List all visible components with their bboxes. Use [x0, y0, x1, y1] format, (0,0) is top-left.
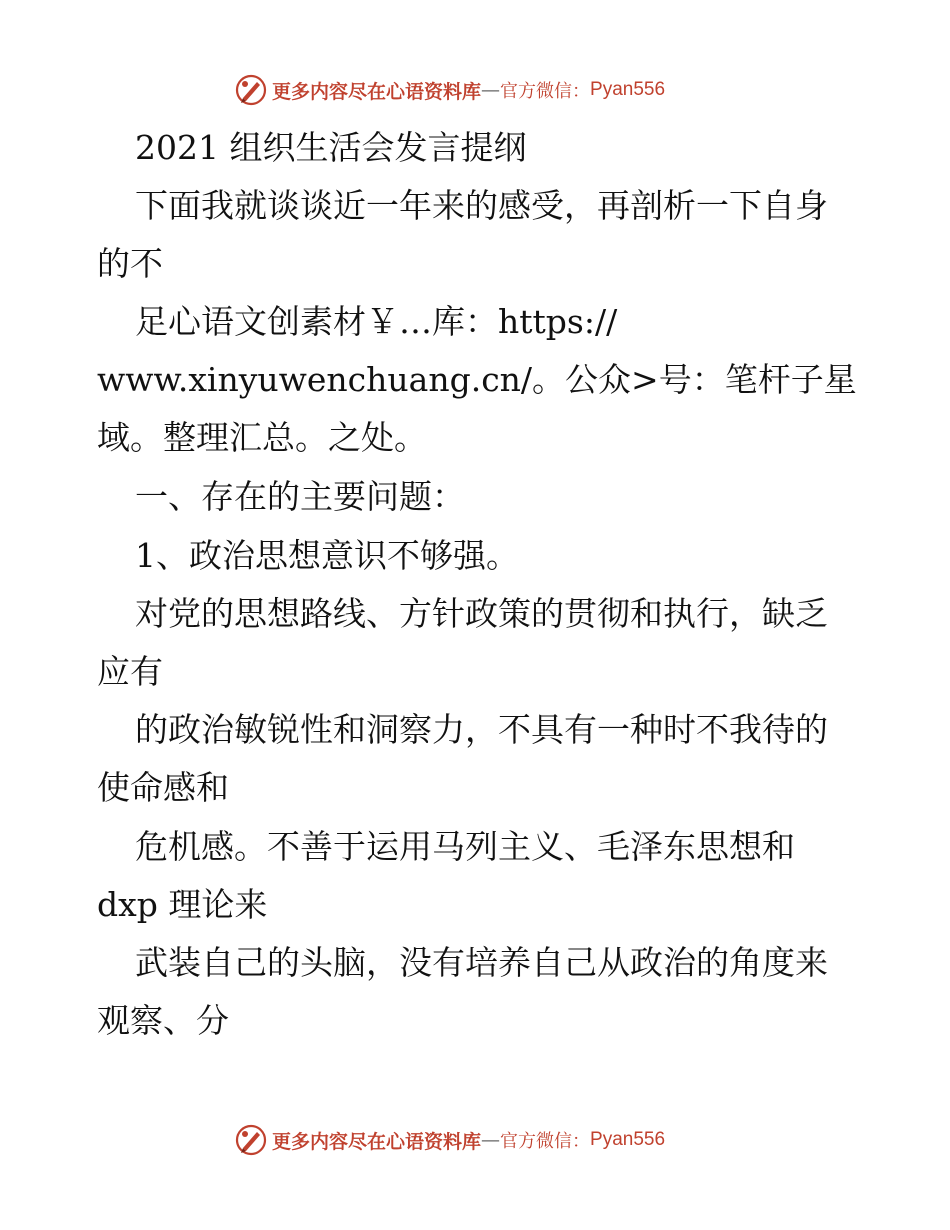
paragraph-1-line-1: 下面我就谈谈近一年来的感受，再剖析一下自身 — [135, 186, 828, 225]
list-item-1: 1、政治思想意识不够强。 — [135, 536, 519, 575]
paragraph-4-line-1: 的政治敏锐性和洞察力，不具有一种时不我待的 — [135, 710, 828, 749]
paragraph-2-line-2: www.xinyuwenchuang.cn/。公众>号：笔杆子星 — [97, 360, 857, 399]
paragraph-4-line-2: 使命感和 — [97, 768, 229, 807]
pen-logo-icon — [234, 73, 268, 107]
banner-main-text: 更多内容尽在心语资料库 — [272, 1130, 482, 1153]
paragraph-6-line-2: 观察、分 — [97, 1001, 229, 1040]
header-banner — [234, 70, 665, 110]
paragraph-3-line-1: 对党的思想路线、方针政策的贯彻和执行，缺乏 — [135, 594, 828, 633]
banner-wechat-id: Pyan556 — [590, 1129, 666, 1150]
banner-main-text: 更多内容尽在心语资料库 — [272, 80, 482, 103]
section-heading-1: 一、存在的主要问题： — [135, 477, 465, 516]
banner-separator: — — [481, 79, 501, 101]
paragraph-2-line-1: 足心语文创素材￥…库：https:// — [135, 302, 618, 341]
banner-wechat-id: Pyan556 — [590, 79, 666, 100]
paragraph-1-line-2: 的不 — [97, 244, 163, 283]
document-title: 2021 组织生活会发言提纲 — [135, 128, 527, 167]
paragraph-5-line-1: 危机感。不善于运用马列主义、毛泽东思想和 — [135, 827, 795, 866]
paragraph-5-line-2: dxp 理论来 — [97, 885, 268, 924]
paragraph-3-line-2: 应有 — [97, 652, 163, 691]
banner-wechat-label: 官方微信： — [500, 1131, 591, 1152]
footer-banner — [234, 1120, 665, 1160]
banner-separator: — — [481, 1129, 501, 1151]
banner-wechat-label: 官方微信： — [500, 81, 591, 102]
paragraph-2-line-3: 域。整理汇总。之处。 — [97, 418, 427, 457]
paragraph-6-line-1: 武装自己的头脑，没有培养自己从政治的角度来 — [135, 943, 828, 982]
pen-logo-icon — [234, 1123, 268, 1157]
